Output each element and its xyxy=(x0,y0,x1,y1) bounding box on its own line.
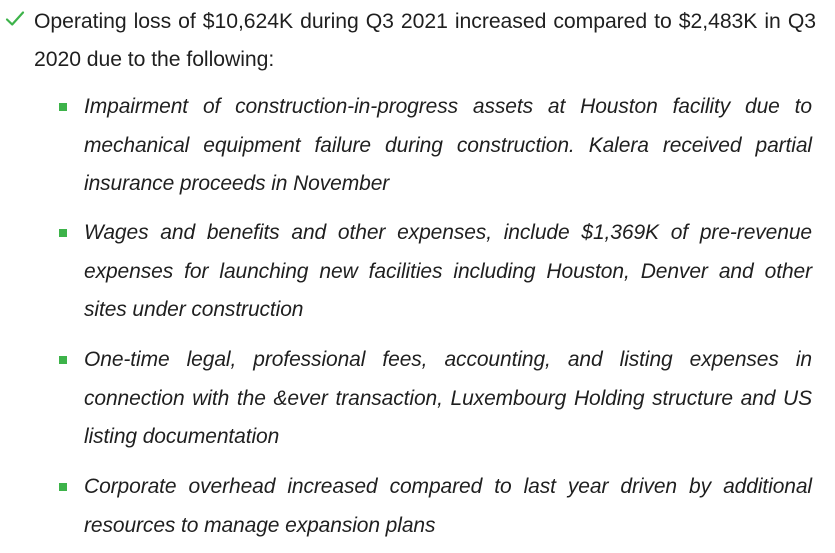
square-bullet-icon xyxy=(59,229,67,237)
reason-text: Impairment of construction-in-progress assets at Houston facility due to mechanical equipment failure during construction. Kalera received partial insurance proceeds in November xyxy=(84,95,812,195)
check-icon xyxy=(4,8,26,30)
square-bullet-icon xyxy=(59,103,67,111)
reason-item xyxy=(56,88,812,204)
summary-text: Operating loss of $10,624K during Q3 2021 increased compared to $2,483K in Q3 2020 due to the following: xyxy=(34,10,816,71)
summary-point xyxy=(4,3,816,79)
square-bullet-icon xyxy=(59,356,67,364)
reason-item xyxy=(56,214,812,330)
reason-text: One-time legal, professional fees, accounting, and listing expenses in connection with the &ever transaction, Luxembourg Holding structure and US listing documentation xyxy=(84,348,812,448)
reason-text: Corporate overhead increased compared to last year driven by additional resources to manage expansion plans xyxy=(84,475,812,537)
reason-item xyxy=(56,468,812,545)
square-bullet-icon xyxy=(59,483,67,491)
reason-text: Wages and benefits and other expenses, include $1,369K of pre-revenue expenses for launching new facilities including Houston, Denver and other sites under construction xyxy=(84,221,812,321)
reason-item xyxy=(56,341,812,457)
